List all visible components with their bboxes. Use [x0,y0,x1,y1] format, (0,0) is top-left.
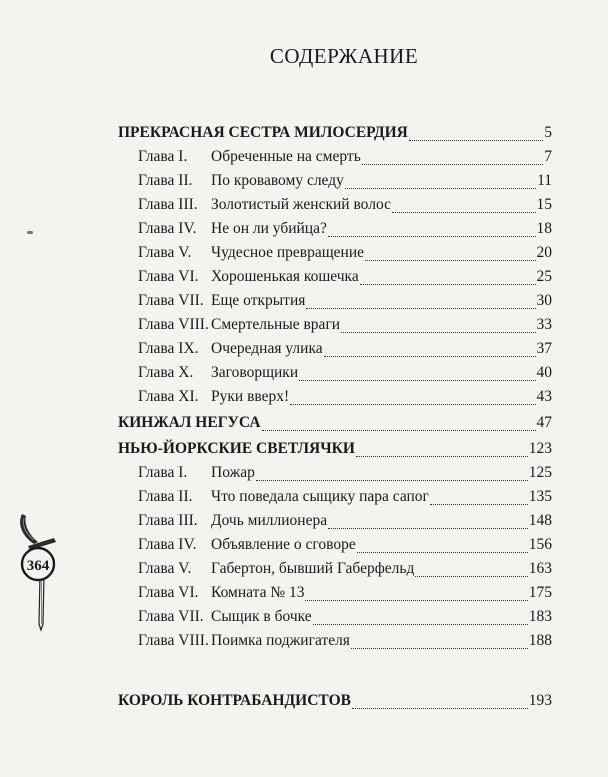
page-number: 7 [544,148,552,165]
toc-chapter-entry [138,292,552,314]
dot-leader [305,600,527,601]
page-number: 183 [528,608,552,625]
entry-title: КОРОЛЬ КОНТРАБАНДИСТОВ [118,692,351,709]
chapter-number: Глава XI. [138,388,199,405]
dot-leader [313,624,528,625]
entry-title: Золотистый женский волос [211,196,391,213]
page-number: 37 [536,340,552,357]
chapter-number: Глава IV. [138,220,197,237]
entry-title: Дочь миллионера [211,512,328,529]
entry-title: Габертон, бывший Габерфельд [211,560,415,577]
page-number: 30 [536,292,552,309]
toc-part-entry [118,692,552,714]
entry-title: Чудесное превращение [211,244,365,261]
entry-title: Руки вверх! [211,388,290,405]
toc-chapter-entry [138,148,552,170]
dot-leader [341,332,535,333]
toc-chapter-entry [138,268,552,290]
page-number: 148 [528,512,552,529]
toc-chapter-entry [138,244,552,266]
page-number: 25 [536,268,552,285]
page-number: 40 [536,364,552,381]
toc-chapter-entry [138,388,552,410]
chapter-number: Глава III. [138,196,198,213]
toc-chapter-entry [138,512,552,534]
dot-leader [351,648,528,649]
scan-speck [27,231,33,234]
dot-leader [262,430,536,431]
chapter-number: Глава X. [138,364,194,381]
entry-title: Поимка поджигателя [211,632,350,649]
dot-leader [392,212,536,213]
chapter-number: Глава VI. [138,268,199,285]
page-title: СОДЕРЖАНИЕ [269,44,419,68]
page-number: 135 [528,488,552,505]
folio-number: 364 [26,558,50,574]
chapter-number: Глава II. [138,488,193,505]
page-number: 11 [537,172,552,189]
dot-leader [357,552,528,553]
dot-leader [430,504,528,505]
entry-title: По кровавому следу [211,172,344,189]
dot-leader [256,480,528,481]
page-number: 33 [536,316,552,333]
chapter-number: Глава I. [138,148,188,165]
entry-title: Хорошенькая кошечка [211,268,359,285]
page-number: 123 [528,440,552,457]
entry-title: Очередная улика [211,340,323,357]
toc-chapter-entry [138,536,552,558]
dot-leader [356,456,528,457]
dot-leader [362,164,543,165]
chapter-number: Глава IX. [138,340,199,357]
chapter-number: Глава VII. [138,608,204,625]
dagger-icon [14,512,62,632]
dot-leader [409,140,543,141]
toc-chapter-entry [138,340,552,362]
dot-leader [324,356,536,357]
entry-title: Сыщик в бочке [211,608,312,625]
page-number: 15 [536,196,552,213]
entry-title: Пожар [211,464,255,481]
entry-title: Объявление о сговоре [211,536,356,553]
dot-leader [345,188,536,189]
page-number: 47 [536,414,552,431]
entry-title: Не он ли убийца? [211,220,327,237]
chapter-number: Глава VIII. [138,632,209,649]
entry-title: ПРЕКРАСНАЯ СЕСТРА МИЛОСЕРДИЯ [118,124,408,141]
toc-chapter-entry [138,488,552,510]
entry-title: Комната № 13 [211,584,305,601]
page-number: 163 [528,560,552,577]
entry-title: КИНЖАЛ НЕГУСА [118,414,261,431]
toc-part-entry [118,440,552,462]
entry-title: Заговорщики [211,364,299,381]
toc-chapter-entry [138,632,552,654]
page-number: 175 [528,584,552,601]
chapter-number: Глава VI. [138,584,199,601]
dot-leader [352,708,528,709]
entry-title: Что поведала сыщику пара сапог [211,488,429,505]
chapter-number: Глава VIII. [138,316,209,333]
dot-leader [306,308,535,309]
toc-chapter-entry [138,316,552,338]
page-number: 18 [536,220,552,237]
chapter-number: Глава V. [138,560,192,577]
toc-part-entry [118,124,552,146]
dot-leader [299,380,535,381]
dot-leader [328,236,536,237]
toc-chapter-entry [138,608,552,630]
page-number: 188 [528,632,552,649]
toc-chapter-entry [138,364,552,386]
toc-chapter-entry [138,584,552,606]
toc-chapter-entry [138,196,552,218]
toc-part-entry [118,414,552,436]
page-number: 20 [536,244,552,261]
page-number: 43 [536,388,552,405]
entry-title: Смертельные враги [211,316,341,333]
dot-leader [360,284,536,285]
chapter-number: Глава III. [138,512,198,529]
toc-chapter-entry [138,560,552,582]
dot-leader [328,528,528,529]
dot-leader [415,576,527,577]
page-number: 5 [544,124,552,141]
entry-title: Обреченные на смерть [211,148,361,165]
chapter-number: Глава IV. [138,536,197,553]
entry-title: НЬЮ-ЙОРКСКИЕ СВЕТЛЯЧКИ [118,440,355,457]
entry-title: Еще открытия [211,292,306,309]
dot-leader [290,404,535,405]
chapter-number: Глава II. [138,172,193,189]
page-number: 125 [528,464,552,481]
page-number: 193 [528,692,552,709]
chapter-number: Глава I. [138,464,188,481]
chapter-number: Глава VII. [138,292,204,309]
toc-chapter-entry [138,464,552,486]
toc-chapter-entry [138,220,552,242]
dot-leader [365,260,535,261]
toc-chapter-entry [138,172,552,194]
page-number: 156 [528,536,552,553]
chapter-number: Глава V. [138,244,192,261]
